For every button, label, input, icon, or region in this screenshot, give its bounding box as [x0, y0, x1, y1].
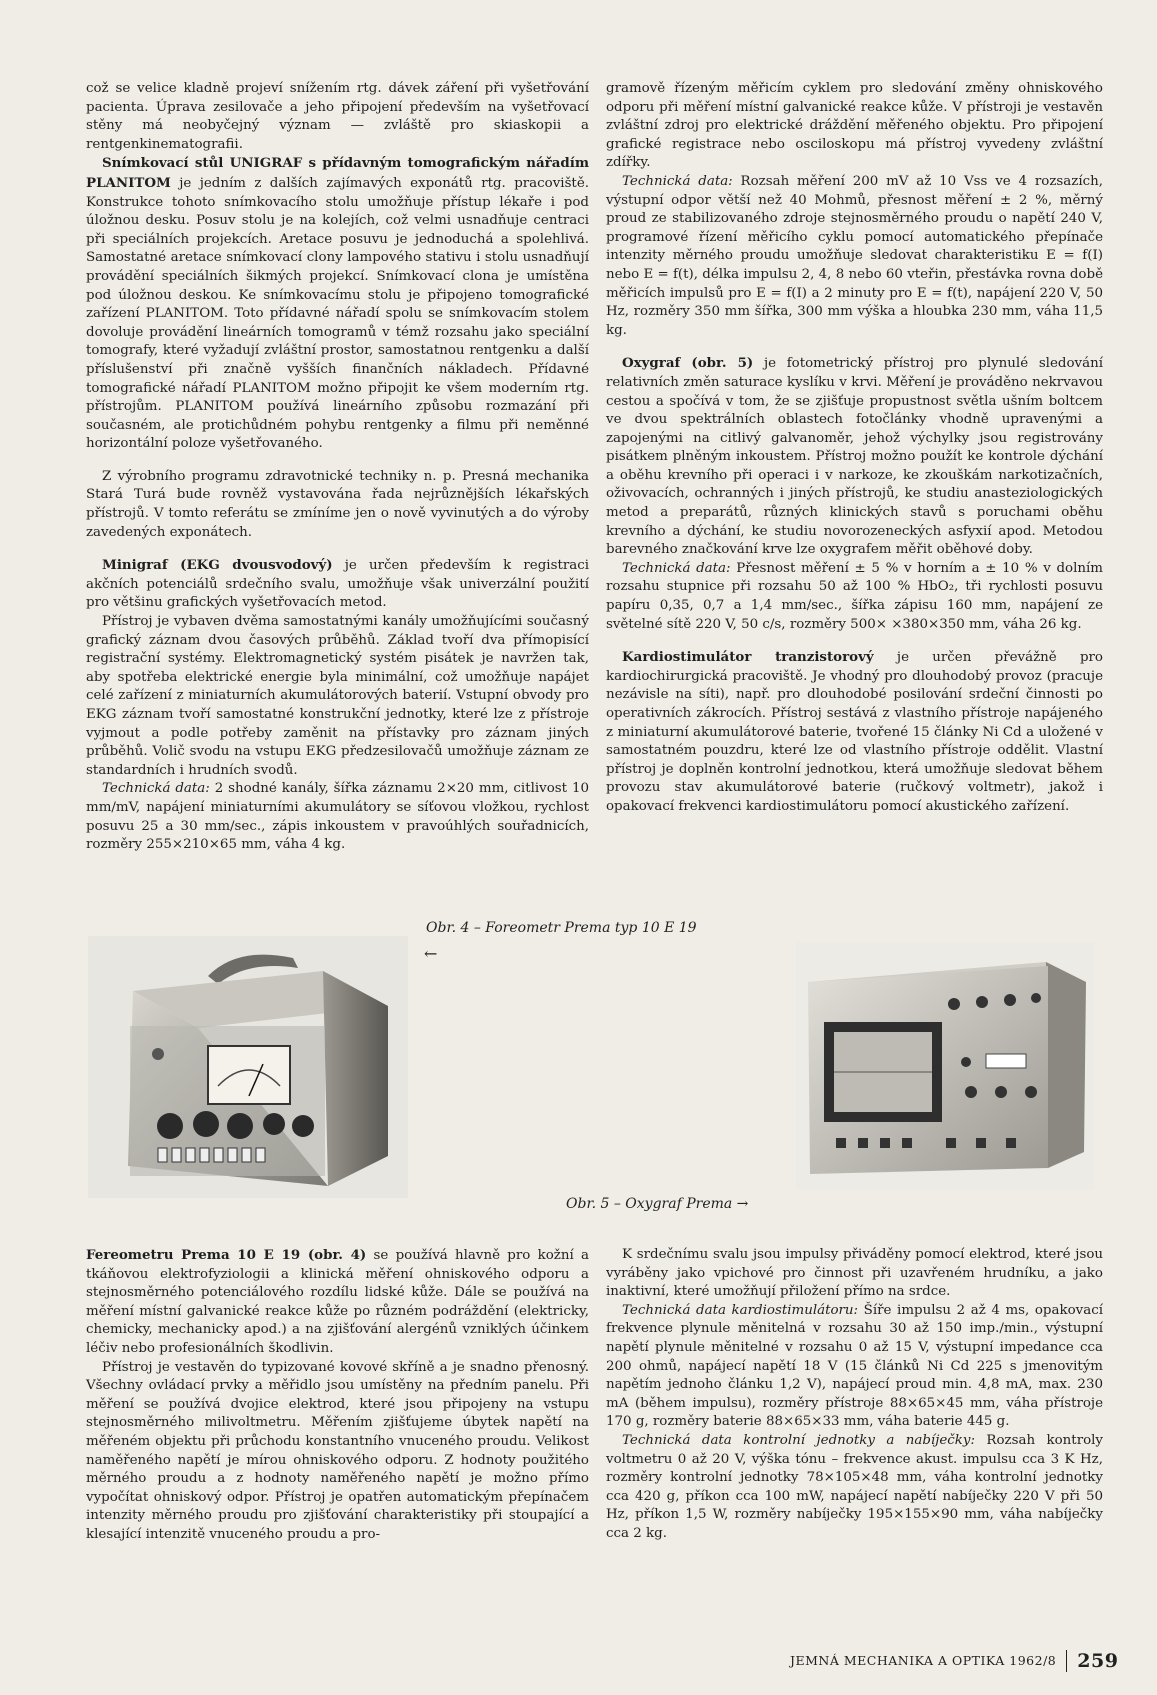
- figure-5-photo: [796, 942, 1094, 1190]
- paragraph: Fereometru Prema 10 E 19 (obr. 4) se používá hlavně pro kožní a tkáňovou elektrofyziologii a klinická měření ohniskového odporu a stejnosměrného potenciálového rozdílu lidské kůže. Dále se používá na měření místní galvanické reakce kůže po různém podráždění (elektricky, chemicky, mechanicky apod.) a na zjišťování alergénů vzniklých účinkem léčiv nebo profesionálních škodlivin.: [86, 1247, 589, 1356]
- paragraph: Technická data: Rozsah měření 200 mV až 10 Vss ve 4 rozsazích, výstupní odpor větší než 40 Mohmů, přesnost měření ± 2 %, měrný proud ze stabilizovaného zdroje stejnosměrného proudu o napětí 240 V, programové řízení měřicího cyklu pomocí automatického přepínače intenzity měrného proudu umožňuje sledovat charakteristiku E = f(I) nebo E = f(t), délka impulsu 2, 4, 8 nebo 60 vteřin, přestávka rovna době měřicích impulsů pro E = f(I) a 2 minuty pro E = f(t), napájení 220 V, 50 Hz, rozměry 350 mm šířka, 300 mm výška a hloubka 230 mm, váha 11,5 kg.: [606, 173, 1103, 338]
- column-top-left: [86, 80, 589, 855]
- paragraph: Technická data: Přesnost měření ± 5 % v horním a ± 10 % v dolním rozsahu stupnice při rozsahu 50 až 100 % HbO₂, tři rychlosti posuvu papíru 0,35, 0,7 a 1,4 mm/sec., šířka zápisu 160 mm, napájení ze světelné sítě 220 V, 50 c/s, rozměry 500× ×380×350 mm, váha 26 kg.: [606, 560, 1103, 632]
- page-number: 259: [1066, 1650, 1118, 1672]
- column-bottom-right: [606, 1246, 1103, 1544]
- paragraph: gramově řízeným měřicím cyklem pro sledování změny ohniskového odporu při měření místní galvanické reakce kůže. V přístroji je vestavěn zvláštní zdroj pro elektrické dráždění měřeného objektu. Pro připojení grafické registrace nebo osciloskopu má přístroj vyvedeny zvláštní zdířky.: [606, 81, 1103, 171]
- paragraph: Technická data kardiostimulátoru: Šíře impulsu 2 až 4 ms, opakovací frekvence plynule měnitelná v rozsahu 30 až 150 imp./min., výstupní napětí plynule měnitelné v rozsahu 0 až 15 V, výstupní impedance cca 200 ohmů, napájecí napětí 18 V (15 článků Ni Cd 225 s jmenovitým napětím jednoho článku 1,2 V), napájecí proud min. 4,8 mA, max. 230 mA (během impulsu), rozměry přístroje 88×65×45 mm, váha přístroje 170 g, rozměry baterie 88×65×33 mm, váha baterie 445 g.: [606, 1302, 1103, 1430]
- paragraph: Kardiostimulátor tranzistorový je určen převážně pro kardiochirurgická pracoviště. Je vhodný pro dlouhodobý provoz (pracuje nezávisle na síti), např. pro dlouhodobé posilování srdeční činnosti po operativních zákrocích. Přístroj sestává z vlastního přístroje napájeného z miniaturní akumulátorové baterie, tvořené 15 články Ni Cd a uložené v samostatném pouzdru, které lze od vlastního přístroje oddělit. Vlastní přístroj je doplněn kontrolní jednotkou, která umožňuje sledovat během provozu stav akumulátorové baterie (ručkový voltmetr), jakož i opakovací frekvenci kardiostimulátoru pomocí akustického zařízení.: [606, 649, 1103, 814]
- paragraph: Přístroj je vestavěn do typizované kovové skříně a je snadno přenosný. Všechny ovládací prvky a měřidlo jsou umístěny na předním panelu. Při měření se používá dvojice elektrod, které jsou připojeny na vstupu stejnosměrného milivoltmetru. Měřením zjišťujeme úbytek napětí na měřeném objektu při průchodu konstantního vnuceného proudu. Velikost naměřeného napětí je mírou ohniskového odporu. Z hodnoty použitého měrného proudu a z hodnoty naměřeného napětí je možno přímo vypočítat ohniskový odpor. Přístroj je opatřen automatickým přepínačem intenzity měrného proudu pro zjišťování charakteristiky při stoupající a klesající intenzitě vnuceného proudu a pro-: [86, 1359, 589, 1542]
- paragraph: což se velice kladně projeví snížením rtg. dávek záření při vyšetřování pacienta. Úprava zesilovače a jeho připojení především na vyšetřovací stěny má neobyčejný význam — zvláště pro skiaskopii a rentgenkinematografii.: [86, 81, 589, 152]
- foreometr-device-illustration: [88, 936, 408, 1198]
- paragraph: Snímkovací stůl UNIGRAF s přídavným tomografickým nářadím PLANITOM je jedním z dalších zajímavých exponátů rtg. pracoviště. Konstrukce tohoto snímkovacího stolu umožňuje přístup lékaře i pod úložnou desku. Posuv stolu je na kolejích, což velmi usnadňuje centraci při speciálních projekcích. Aretace posuvu je jednoduchá a spolehlivá. Samostatné aretace snímkovací clony lampového stativu i stolu usnadňují provádění speciálních šikmých projekcí. Snímkovací clona je umístěna pod úložnou deskou. Ke snímkovacímu stolu je připojeno tomografické zařízení PLANITOM. Toto přídavné nářadí spolu se snímkovacím stolem dovoluje provádění lineárních tomogramů v témž rozsahu jako speciální tomografy, které vyžadují zvláštní prostor, samostatnou rentgenku a další příslušenství při značně vyšších finančních nákladech. Přídavné tomografické nářadí PLANITOM možno připojit ke všem moderním rtg. přístrojům. PLANITOM používá lineárního způsobu rozmazání při současném, ale protichůdném pohybu rentgenky a filmu při neměnné horizontální poloze vyšetřovaného.: [86, 155, 589, 452]
- column-top-right: [606, 80, 1103, 817]
- figure-4-caption: Obr. 4 – Foreometr Prema typ 10 E 19: [426, 920, 697, 936]
- paragraph: K srdečnímu svalu jsou impulsy přiváděny pomocí elektrod, které jsou vyráběny jako vpichové pro činnost při uzavřeném hrudníku, a jako inaktivní, které umožňují přiložení přímo na srdce.: [606, 1247, 1103, 1300]
- paragraph: Minigraf (EKG dvousvodový) je určen především k registraci akčních potenciálů srdečního svalu, umožňuje však univerzální použití pro většinu grafických vyšetřovacích metod.: [86, 557, 589, 611]
- paragraph: Z výrobního programu zdravotnické techniky n. p. Presná mechanika Stará Turá bude rovněž vystavována řada nejrůznějších lékařských přístrojů. V tomto referátu se zmíníme jen o nově vyvinutých a do výroby zavedených exponátech.: [86, 468, 589, 540]
- paragraph: Technická data kontrolní jednotky a nabíječky: Rozsah kontroly voltmetru 0 až 20 V, výška tónu – frekvence akust. impulsu cca 3 K Hz, rozměry kontrolní jednotky 78×105×48 mm, váha kontrolní jednotky cca 420 g, příkon cca 100 mW, napájecí napětí nabíječky 220 V při 50 Hz, příkon 1,5 W, rozměry nabíječky 195×155×90 mm, váha nabíječky cca 2 kg.: [606, 1432, 1104, 1541]
- figure-5-caption: Obr. 5 – Oxygraf Prema →: [566, 1196, 749, 1212]
- journal-name: JEMNÁ MECHANIKA A OPTIKA 1962/8: [790, 1653, 1057, 1668]
- figure-4-arrow: ←: [424, 944, 438, 963]
- paragraph: Oxygraf (obr. 5) je fotometrický přístroj pro plynulé sledování relativních změn saturace kyslíku v krvi. Měření je prováděno nekrvavou cestou a spočívá v tom, že se zjišťuje propustnost světla ušním boltcem ve dvou spektrálních oblastech fotočlánky vhodně upravenými a zapojenými na citlivý galvanoměr, jehož výchylky jsou registrovány pisátkem plněným inkoustem. Přístroj možno použít ke kontrole dýchání a oběhu krevního při operaci i v narkoze, ke zkouškám narkotizačních, oživovacích, ochranných i jiných přístrojů, ke studiu anasteziologických metod a preparátů, různých klinických stavů s poruchami oběhu krevního a dýchání, ke studiu novorozeneckých asfyxií apod. Metodou barevného značkování krve lze oxygrafem měřit oběhové doby.: [606, 355, 1103, 558]
- column-bottom-left: [86, 1246, 589, 1545]
- page-footer: [790, 1650, 1118, 1672]
- oxygraf-device-illustration: [796, 942, 1094, 1190]
- paragraph: Přístroj je vybaven dvěma samostatnými kanály umožňujícími současný grafický záznam dvou časových průběhů. Základ tvoří dva přímopisící registrační systémy. Elektromagnetický systém pisátek je navržen tak, aby spotřeba elektrické energie byla minimální, což umožňuje napájet celé zařízení z miniaturních akumulátorových baterií. Vstupní obvody pro EKG záznam tvoří samostatné konstrukční jednotky, které lze z přístroje vyjmout a podle potřeby zaměnit na přístavky pro záznam jiných průběhů. Volič svodu na vstupu EKG předzesilovačů umožňuje záznam ze standardních i hrudních svodů.: [86, 614, 589, 778]
- figure-4-photo: [88, 936, 408, 1198]
- paragraph: Technická data: 2 shodné kanály, šířka záznamu 2×20 mm, citlivost 10 mm/mV, napájení miniaturními akumulátory se síťovou vložkou, rychlost posuvu 25 a 30 mm/sec., zápis inkoustem v pravoúhlých souřadnicích, rozměry 255×210×65 mm, váha 4 kg.: [86, 781, 589, 853]
